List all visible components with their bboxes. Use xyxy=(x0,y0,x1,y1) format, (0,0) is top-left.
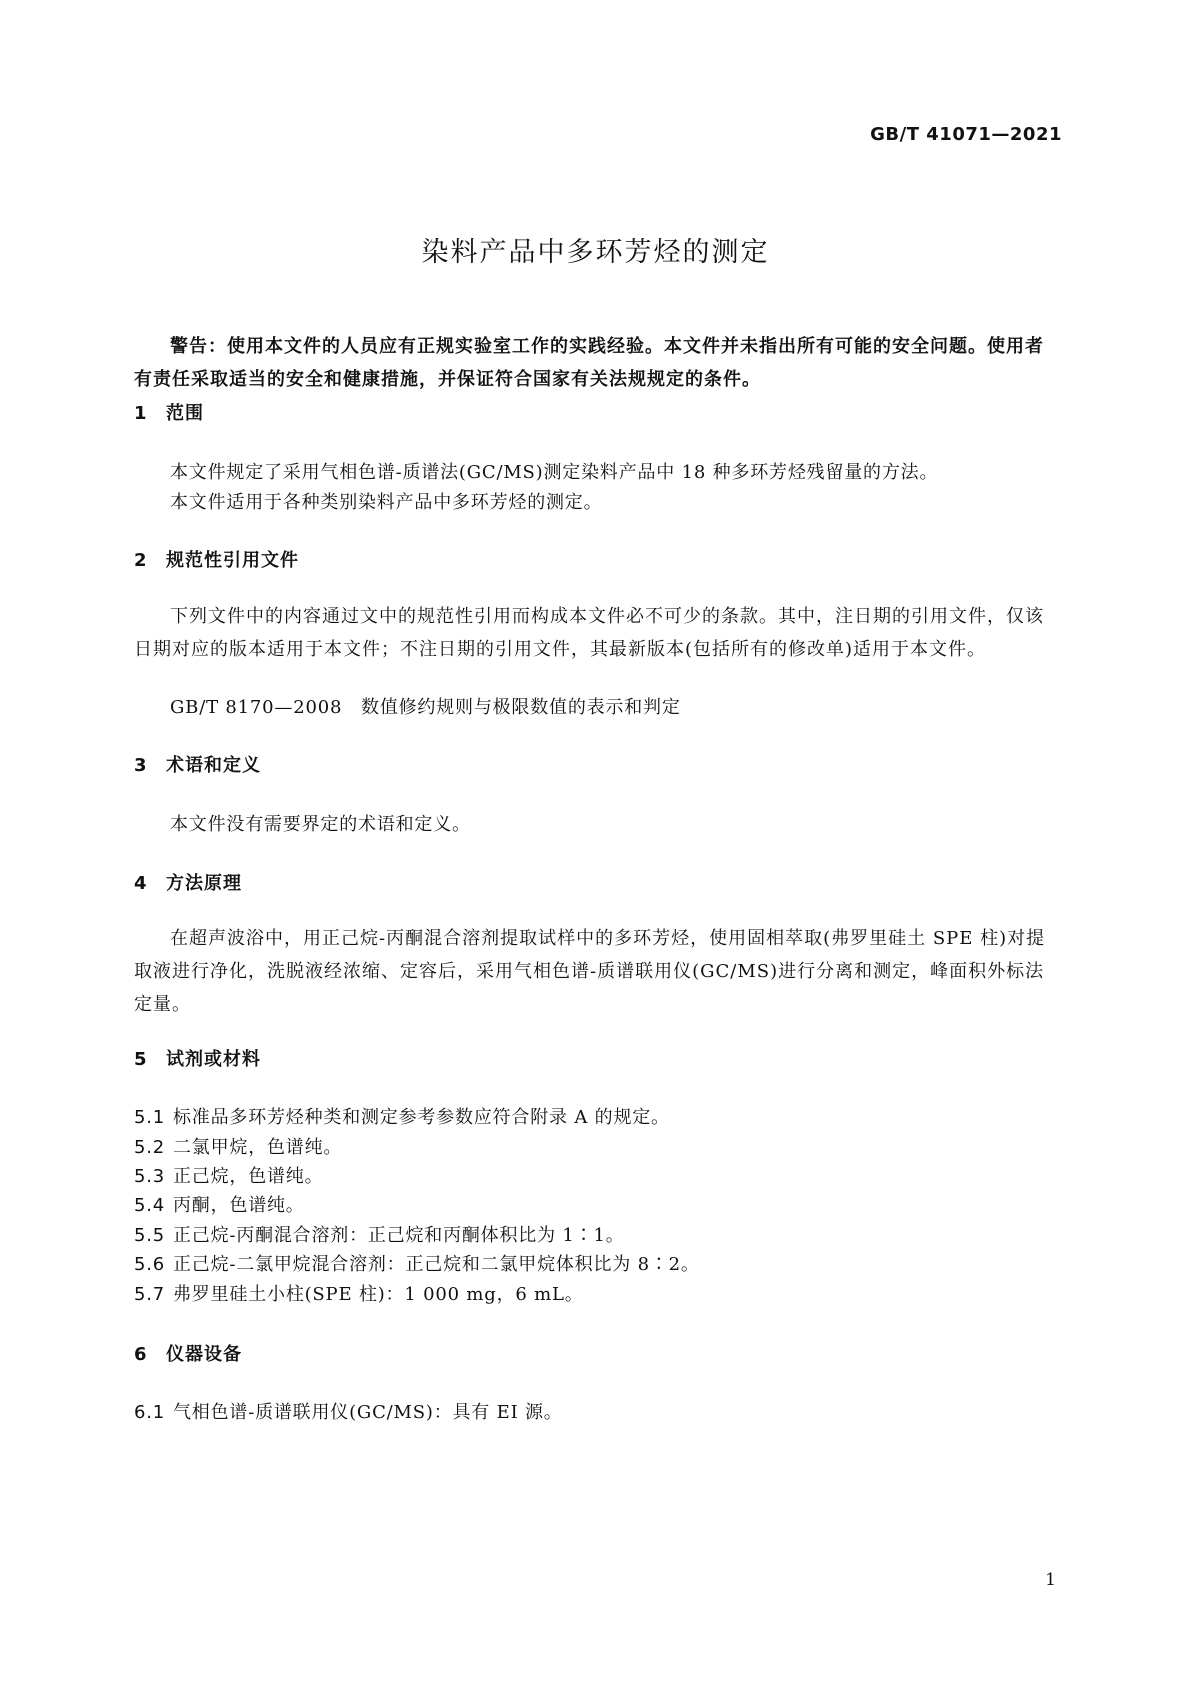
section-heading-apparatus xyxy=(134,1340,242,1366)
page-number: 1 xyxy=(1045,1570,1056,1590)
section-title: 术语和定义 xyxy=(166,755,261,776)
list-item xyxy=(134,1250,700,1276)
paragraph: 本文件适用于各种类别染料产品中多环芳烃的测定。 xyxy=(170,492,603,513)
item-text: 正己烷，色谱纯。 xyxy=(173,1166,324,1187)
section-number: 6 xyxy=(134,1344,148,1365)
paragraph: 在超声波浴中，用正己烷-丙酮混合溶剂提取试样中的多环芳烃，使用固相萃取(弗罗里硅土 SPE 柱)对提取液进行净化，洗脱液经浓缩、定容后，采用气相色谱-质谱联用仪(GC/MS)进行分离和测定，峰面积外标法定量。 xyxy=(134,928,1046,1015)
section-title: 范围 xyxy=(166,403,204,424)
item-number: 5.1 xyxy=(134,1107,166,1128)
item-number: 5.6 xyxy=(134,1254,166,1275)
section-heading-scope xyxy=(134,399,204,425)
paragraph: 本文件规定了采用气相色谱-质谱法(GC/MS)测定染料产品中 18 种多环芳烃残留量的方法。 xyxy=(170,462,939,483)
list-item xyxy=(134,1191,305,1217)
paragraph: 本文件没有需要界定的术语和定义。 xyxy=(170,814,471,835)
section-title: 试剂或材料 xyxy=(166,1049,261,1070)
section-number: 3 xyxy=(134,755,148,776)
safety-warning: 警告：使用本文件的人员应有正规实验室工作的实践经验。本文件并未指出所有可能的安全问题。使用者有责任采取适当的安全和健康措施，并保证符合国家有关法规规定的条件。 xyxy=(134,336,1044,390)
section-title: 规范性引用文件 xyxy=(166,550,299,571)
item-text: 二氯甲烷，色谱纯。 xyxy=(173,1137,343,1158)
item-number: 5.5 xyxy=(134,1225,166,1246)
list-item xyxy=(134,1103,670,1129)
paragraph: 下列文件中的内容通过文中的规范性引用而构成本文件必不可少的条款。其中，注日期的引用文件，仅该日期对应的版本适用于本文件；不注日期的引用文件，其最新版本(包括所有的修改单)适用于本文件。 xyxy=(134,606,1044,660)
section-heading-reagents xyxy=(134,1045,261,1071)
item-number: 5.4 xyxy=(134,1195,166,1216)
list-item xyxy=(134,1133,342,1159)
item-number: 5.3 xyxy=(134,1166,166,1187)
section-heading-principle xyxy=(134,869,242,895)
section-number: 1 xyxy=(134,403,148,424)
item-number: 5.2 xyxy=(134,1137,166,1158)
section-number: 2 xyxy=(134,550,148,571)
list-item xyxy=(134,1221,625,1247)
list-item xyxy=(134,1162,323,1188)
section-number: 5 xyxy=(134,1049,148,1070)
section-number: 4 xyxy=(134,873,148,894)
item-number: 5.7 xyxy=(134,1284,166,1305)
normative-reference: GB/T 8170—2008 数值修约规则与极限数值的表示和判定 xyxy=(170,697,681,718)
section-heading-terms xyxy=(134,751,261,777)
item-text: 气相色谱-质谱联用仪(GC/MS)：具有 EI 源。 xyxy=(173,1402,563,1423)
item-text: 标准品多环芳烃种类和测定参考参数应符合附录 A 的规定。 xyxy=(173,1107,670,1128)
item-text: 丙酮，色谱纯。 xyxy=(173,1195,305,1216)
standard-number: GB/T 41071—2021 xyxy=(870,124,1062,145)
list-item xyxy=(134,1280,584,1306)
item-text: 正己烷-丙酮混合溶剂：正己烷和丙酮体积比为 1∶1。 xyxy=(173,1225,625,1246)
item-text: 正己烷-二氯甲烷混合溶剂：正己烷和二氯甲烷体积比为 8∶2。 xyxy=(173,1254,700,1275)
item-text: 弗罗里硅土小柱(SPE 柱)：1 000 mg，6 mL。 xyxy=(173,1284,584,1305)
section-heading-normative-references xyxy=(134,546,299,572)
list-item xyxy=(134,1398,563,1424)
document-title: 染料产品中多环芳烃的测定 xyxy=(421,237,770,268)
section-title: 仪器设备 xyxy=(166,1344,242,1365)
item-number: 6.1 xyxy=(134,1402,166,1423)
section-title: 方法原理 xyxy=(166,873,242,894)
